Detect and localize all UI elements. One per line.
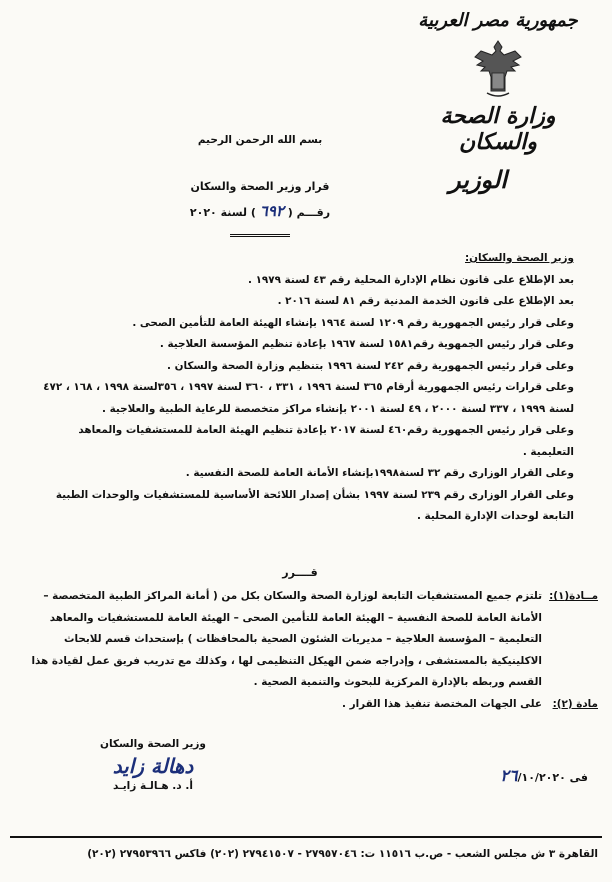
decision-number-prefix: رقـــم ( xyxy=(287,206,331,219)
preamble-item: وعلى قرار رئيس الجمهوية رقم١٥٨١ لسنة ١٩٦٧ بإعادة تنظيم المؤسسة العلاجية . xyxy=(159,338,574,350)
decided-heading: قــــرر xyxy=(282,566,318,579)
signatory-title: وزير الصحة والسكان xyxy=(100,738,206,750)
date-rest: /١٠/٢٠٢٠ xyxy=(517,771,566,784)
preamble-lead: وزير الصحة والسكان: xyxy=(465,252,574,264)
preamble-item: بعد الإطلاع على قانون نظام الإدارة المحلية رقم ٤٣ لسنة ١٩٧٩ . xyxy=(247,273,574,286)
article-text: على الجهات المختصة تنفيذ هذا القرار . xyxy=(342,697,542,710)
footer-address: القاهرة ٣ ش مجلس الشعب - ص.ب ١١٥١٦ ت: ٢٧٩٥٧٠٤٦ - ٢٧٩٤١٥٠٧ (٢٠٢) فاكس ٢٧٩٥٣٩٦٦ (٢٠٢) xyxy=(87,848,598,860)
title-divider xyxy=(230,234,290,237)
republic-heading: جمهورية مصر العربية xyxy=(418,10,578,31)
decision-number-suffix: ) لسنة ٢٠٢٠ xyxy=(189,206,256,219)
article-label: مادة (٢): xyxy=(552,697,598,710)
article-label: مــادة(١): xyxy=(549,590,598,602)
article-text: تلتزم جميع المستشفيات التابعة لوزارة الصحة والسكان بكل من ( أمانة المراكز الطبية المتخصصة – الأمانة العامة للصحة النفسية – الهيئة العامة للتأمين الصحى – الهيئة العامة للمستشفيات والمعاهد التعليمية – المؤسسة العلاجية – مديريات الشئون الصحية بالمحافظات ) بإستحداث قسم للابحاث الاكلينيكية بالمستشفى ، وإدراجه ضمن الهيكل التنظيمى لها ، وكذلك مع تدريب فريق عمل لقيادة هذا القسم وربطه بالإدارة المركزية للبحوث والتنمية الصحية . xyxy=(31,590,542,688)
preamble-item: بعد الإطلاع على قانون الخدمة المدنية رقم ٨١ لسنة ٢٠١٦ . xyxy=(277,295,574,307)
article-1 xyxy=(20,586,598,694)
preamble-item: وعلى قرارات رئيس الجمهورية أرقام ٣٦٥ لسنة ١٩٩٦ ، ٣٣١ ، ٣٦٠ لسنة ١٩٩٧ ، ٣٥٦لسنة ١٩٩٨ ، ١٦٨ ، ٤٧٢ لسنة ١٩٩٩ ، ٣٣٧ لسنة ٢٠٠٠ ، ٤٩ لسنة ٢٠٠١ بإنشاء مراكز متخصصة للرعاية الطبية والعلاجية . xyxy=(43,381,574,415)
handwritten-signature: دهالة زايد xyxy=(112,754,194,778)
signature-block xyxy=(88,738,218,792)
preamble xyxy=(34,248,574,528)
issue-date xyxy=(500,766,588,785)
decision-title: قرار وزير الصحة والسكان xyxy=(190,180,330,193)
articles xyxy=(20,586,598,715)
ministry-heading: وزارة الصحة والسكان xyxy=(440,103,556,155)
date-day: ٢٦ xyxy=(500,766,518,785)
preamble-item: وعلى القرار الوزارى رقم ٢٣٩ لسنة ١٩٩٧ بشأن إصدار اللائحة الأساسية للمستشفيات والوحدات الطبية التابعة لوحدات الإدارة المحلية . xyxy=(55,488,574,522)
article-2 xyxy=(20,694,598,716)
basmala: بسم الله الرحمن الرحيم xyxy=(197,134,323,146)
date-prefix: فى xyxy=(569,771,588,784)
eagle-emblem-icon xyxy=(471,37,525,99)
preamble-item: وعلى قرار رئيس الجمهورية رقم ١٢٠٩ لسنة ١٩٦٤ بإنشاء الهيئة العامة للتأمين الصحى . xyxy=(132,316,574,329)
signatory-name: أ. د. هـالـة زايـد xyxy=(113,780,193,792)
preamble-item: وعلى قرار رئيس الجمهورية رقم٤٦٠ لسنة ٢٠١٧ بإعادة تنظيم الهيئة العامة للمستشفيات والمعاهد التعليمية . xyxy=(78,424,574,458)
footer-divider xyxy=(10,836,602,838)
letterhead xyxy=(398,10,598,194)
decision-number-value: ٦٩٢ xyxy=(259,202,284,220)
decision-number xyxy=(130,202,390,220)
minister-heading: الوزير xyxy=(449,165,507,194)
preamble-item: وعلى قرار رئيس الجمهورية رقم ٢٤٢ لسنة ١٩٩٦ بتنظيم وزارة الصحة والسكان . xyxy=(167,359,574,372)
preamble-item: وعلى القرار الوزارى رقم ٣٢ لسنة١٩٩٨بإنشاء الأمانة العامة للصحة النفسية . xyxy=(185,467,574,479)
